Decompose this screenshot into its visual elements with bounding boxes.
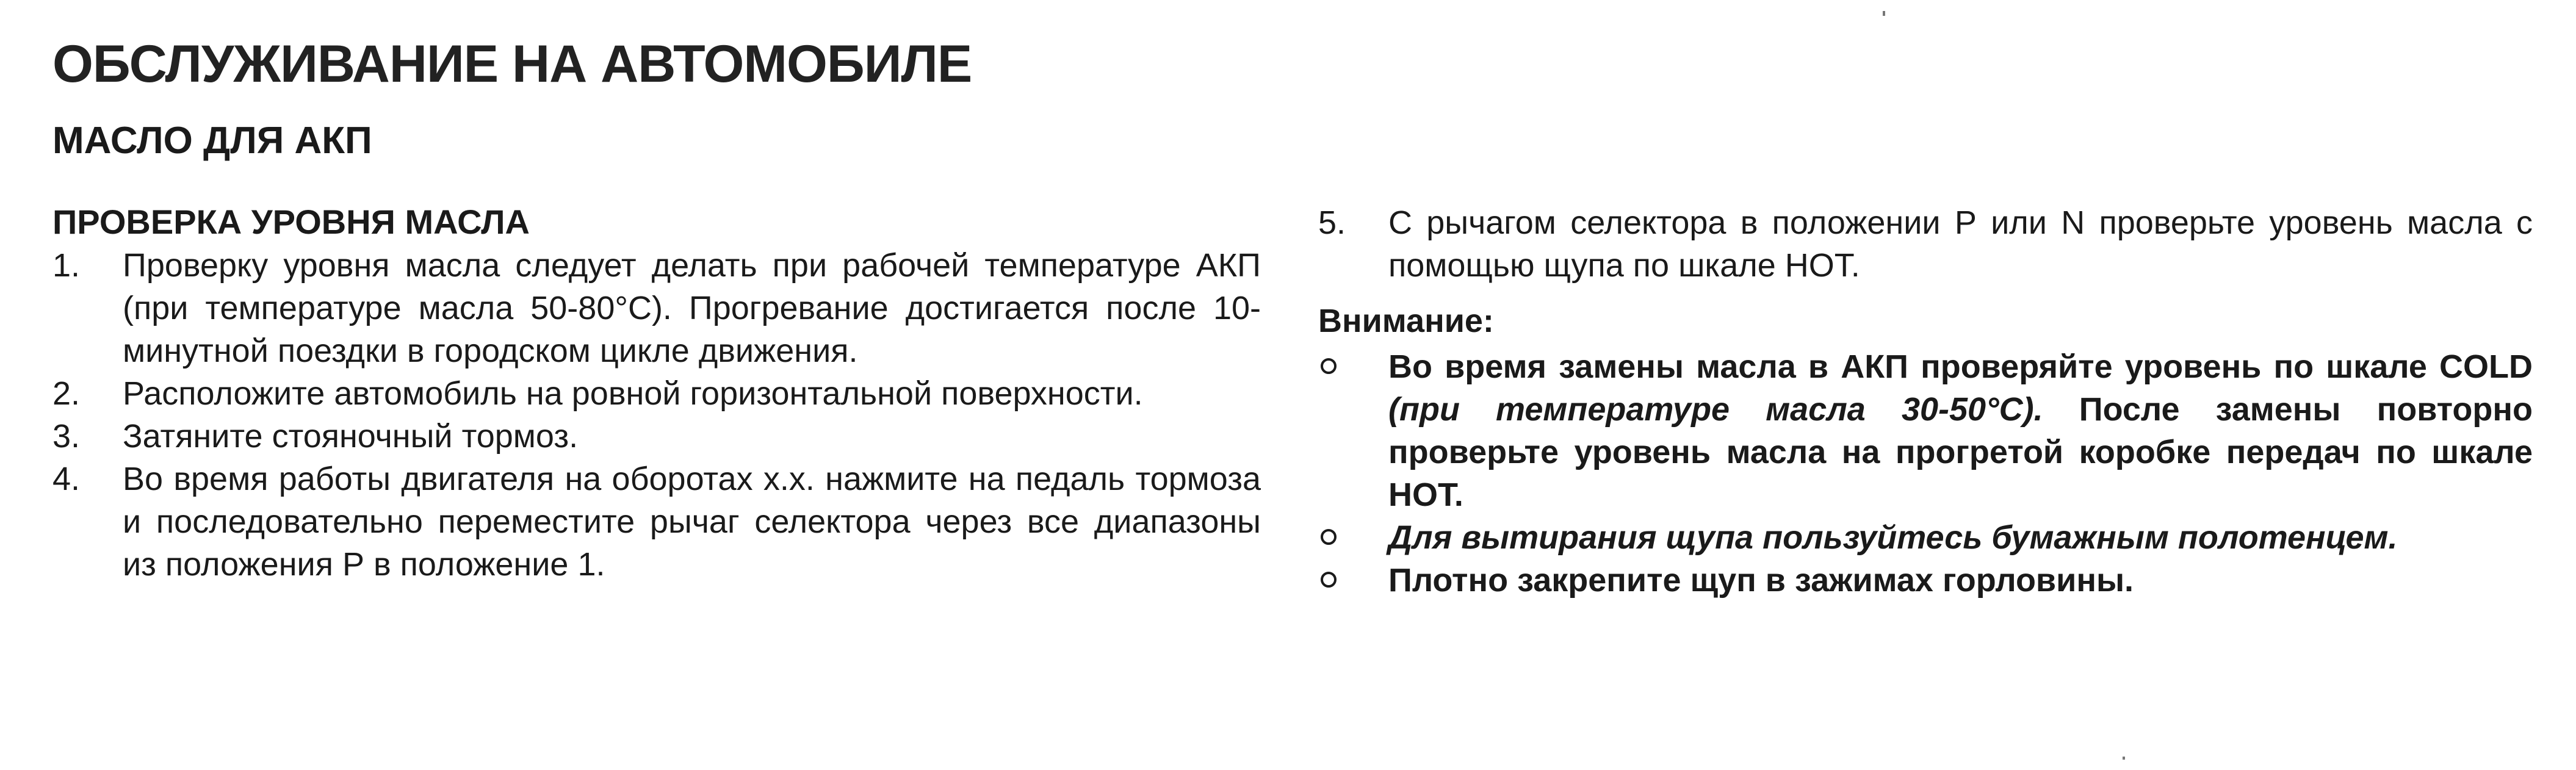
- circle-bullet-icon: [1321, 572, 1337, 588]
- note-text-part: Во время замены масла в АКП проверяйте уровень по шкале COLD: [1388, 348, 2533, 385]
- step-item: [52, 458, 1261, 586]
- note-text: Плотно закрепите щуп в зажимах горловины.: [1388, 562, 2134, 599]
- step-number: 2.: [52, 375, 81, 412]
- note-text-italic: (при температуре масла 30-50°С).: [1388, 391, 2043, 428]
- step-item: [1318, 201, 2533, 287]
- step-text: Проверку уровня масла следует делать при рабочей температуре АКП (при температуре масла 50-80°С). Прогревание достигается после 10-минутной поездки в городском цикле движения.: [123, 247, 1261, 369]
- step-item: [52, 244, 1261, 372]
- warning-notes-list: [1318, 345, 2533, 602]
- step-text: С рычагом селектора в положении Р или N проверьте уровень масла с помощью щупа по шкале НОТ.: [1388, 204, 2533, 284]
- steps-list: [52, 244, 1261, 586]
- subsection-title: МАСЛО ДЛЯ АКП: [52, 120, 372, 162]
- warning-note: [1318, 559, 2533, 602]
- warning-note: [1318, 345, 2533, 516]
- step-item: [52, 415, 1261, 458]
- circle-bullet-icon: [1321, 358, 1337, 374]
- note-text-part: После замены повторно проверьте уровень масла на прогретой коробке передач по шкале НОТ.: [1388, 391, 2533, 513]
- step-number: 4.: [52, 461, 81, 497]
- steps-list-continued: [1318, 201, 2533, 287]
- note-text: Для вытирания щупа пользуйтесь бумажным полотенцем.: [1388, 519, 2398, 556]
- circle-bullet-icon: [1321, 529, 1337, 545]
- step-number: 3.: [52, 418, 81, 455]
- step-text: Во время работы двигателя на оборотах х.х. нажмите на педаль тормоза и последовательно переместите рычаг селектора через все диапазоны из положения Р в положение 1.: [123, 461, 1261, 583]
- step-text: Расположите автомобиль на ровной горизонтальной поверхности.: [123, 375, 1143, 412]
- scan-speck: [2123, 757, 2125, 760]
- step-number: 1.: [52, 247, 81, 284]
- step-item: [52, 372, 1261, 415]
- step-text: Затяните стояночный тормоз.: [123, 418, 579, 455]
- step-number: 5.: [1318, 204, 1346, 241]
- left-column: [52, 201, 1261, 586]
- section-title: ОБСЛУЖИВАНИЕ НА АВТОМОБИЛЕ: [52, 35, 972, 93]
- oil-check-heading: ПРОВЕРКА УРОВНЯ МАСЛА: [52, 203, 530, 241]
- warning-note: [1318, 516, 2533, 559]
- right-column: [1318, 201, 2533, 602]
- warning-heading: Внимание:: [1318, 303, 1494, 339]
- scan-speck: [1883, 11, 1885, 16]
